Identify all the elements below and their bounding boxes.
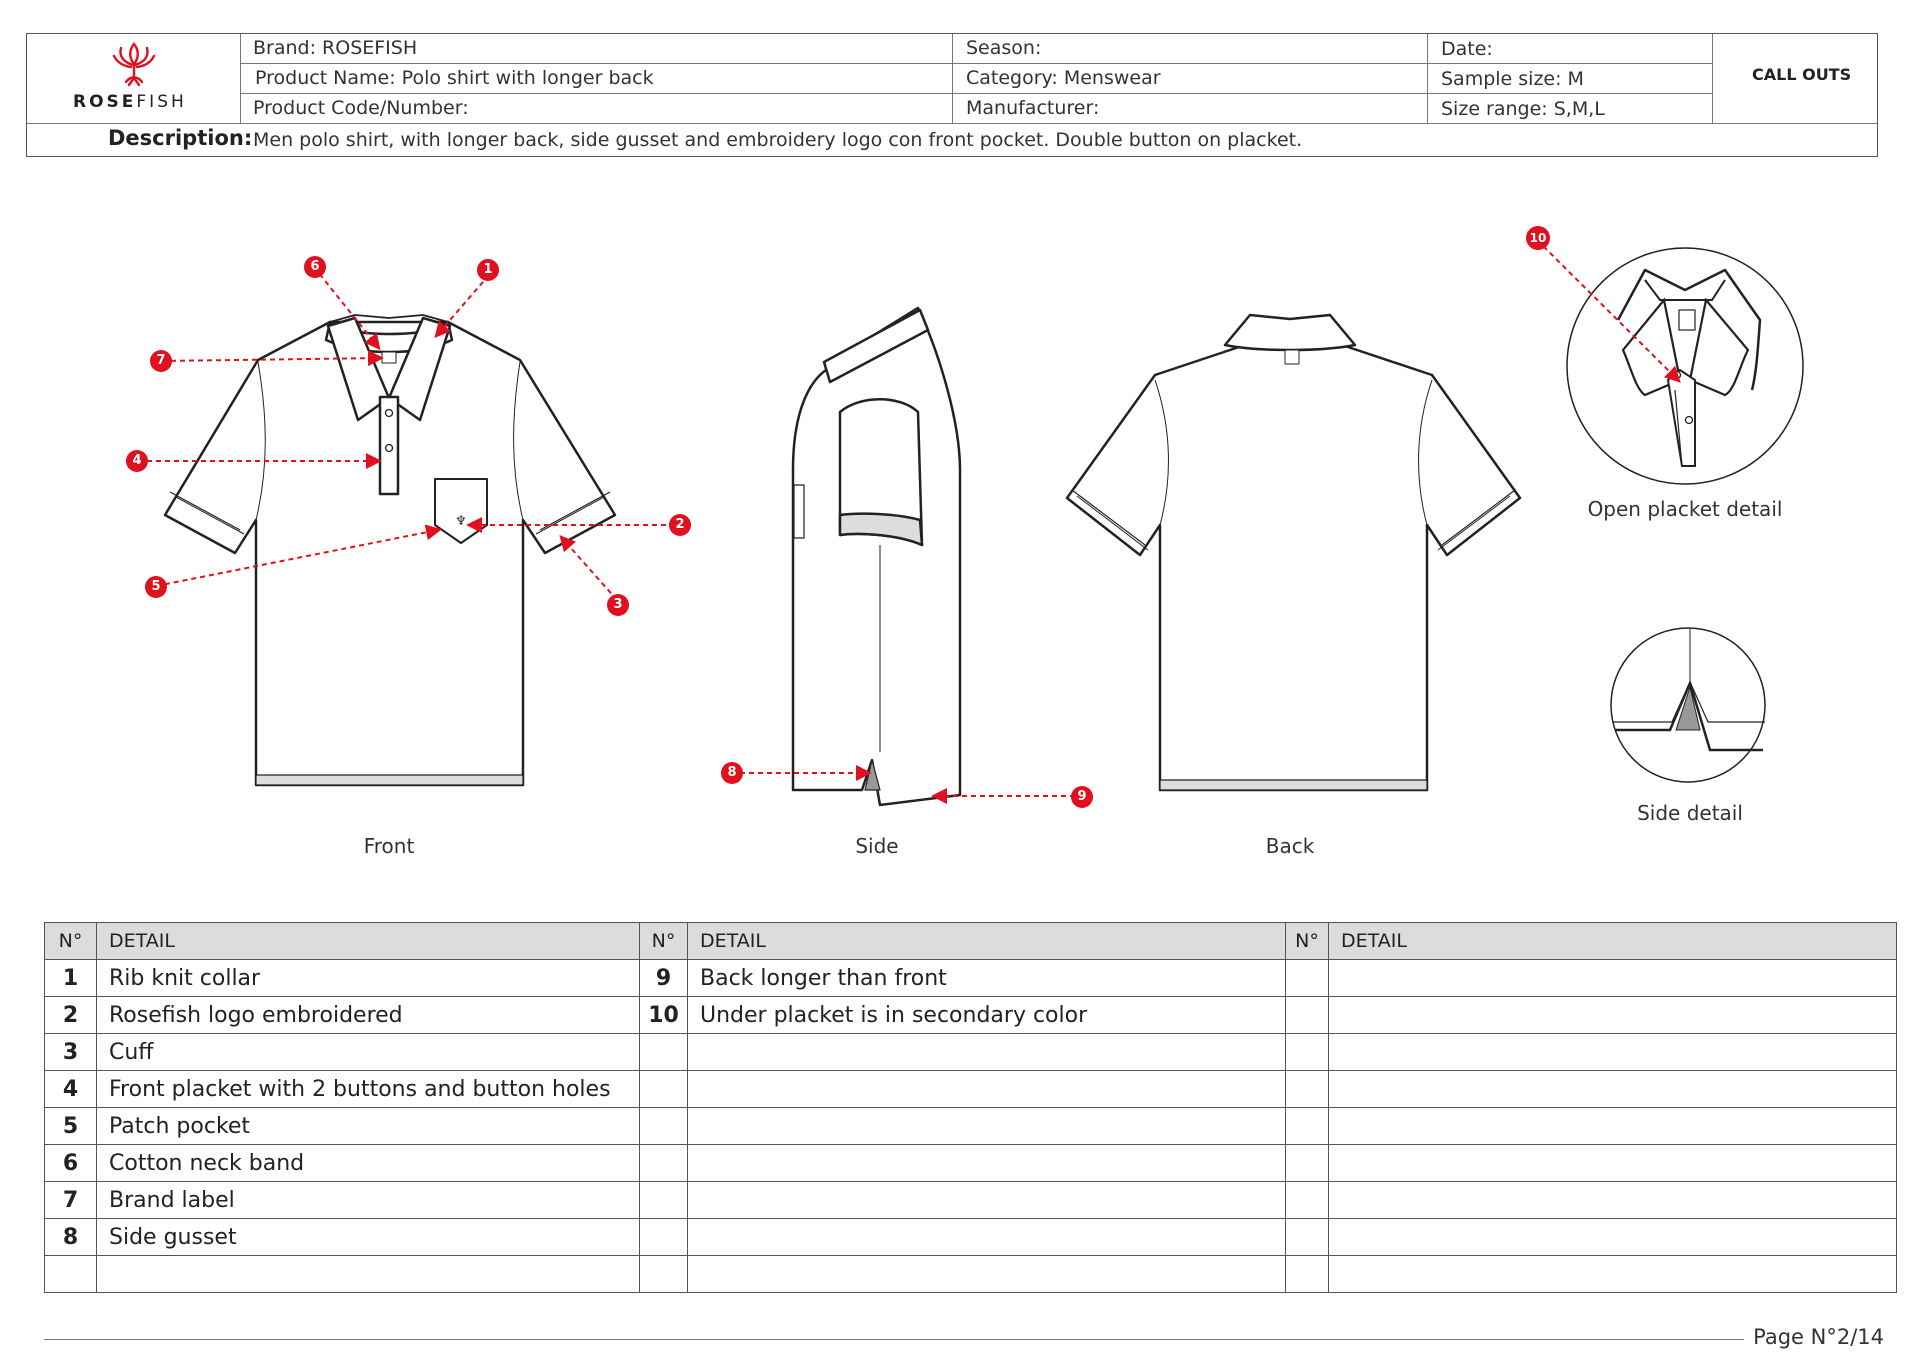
cell-number: 10 (640, 997, 688, 1034)
cell-detail (688, 1071, 1286, 1108)
cell-detail (1329, 1182, 1897, 1219)
date-field: Date: (1441, 38, 1493, 60)
marker-2: 2 (669, 514, 691, 536)
cell-detail (1329, 1256, 1897, 1293)
callouts-title: CALL OUTS (1752, 65, 1852, 84)
cell-detail: Patch pocket (97, 1108, 640, 1145)
cell-detail: Front placket with 2 buttons and button holes (97, 1071, 640, 1108)
back-view-drawing (1067, 315, 1520, 790)
front-caption: Front (363, 834, 415, 858)
cell-number (1286, 997, 1329, 1034)
page-number: Page N°2/14 (1753, 1325, 1884, 1349)
description-label: Description: (108, 126, 253, 150)
cell-detail (97, 1256, 640, 1293)
col-header-no: N° (45, 923, 97, 960)
cell-number (1286, 960, 1329, 997)
footer-divider (44, 1339, 1744, 1340)
marker-10: 10 (1526, 226, 1550, 250)
cell-number (640, 1182, 688, 1219)
cell-number (640, 1256, 688, 1293)
table-row (45, 1145, 1897, 1182)
table-row (45, 1108, 1897, 1145)
col-header-detail: DETAIL (1329, 923, 1897, 960)
table-row (45, 997, 1897, 1034)
table-row (45, 1219, 1897, 1256)
cell-detail (1329, 1219, 1897, 1256)
cell-detail (1329, 1145, 1897, 1182)
cell-number: 5 (45, 1108, 97, 1145)
side-view-drawing (793, 308, 960, 805)
side-caption: Side (855, 834, 899, 858)
marker-3: 3 (607, 594, 629, 616)
table-row (45, 1256, 1897, 1293)
cell-detail (688, 1034, 1286, 1071)
cell-detail (1329, 1034, 1897, 1071)
cell-number (640, 1145, 688, 1182)
table-row (45, 960, 1897, 997)
cell-detail: Side gusset (97, 1219, 640, 1256)
cell-detail: Cotton neck band (97, 1145, 640, 1182)
brand-field: Brand: ROSEFISH (253, 37, 418, 59)
cell-detail (688, 1182, 1286, 1219)
back-caption: Back (1265, 834, 1315, 858)
logo-wordmark: ROSEFISH (73, 92, 187, 112)
cell-detail: Rib knit collar (97, 960, 640, 997)
cell-number: 7 (45, 1182, 97, 1219)
cell-number (640, 1108, 688, 1145)
cell-number: 3 (45, 1034, 97, 1071)
cell-detail (688, 1145, 1286, 1182)
cell-detail (688, 1256, 1286, 1293)
cell-number: 4 (45, 1071, 97, 1108)
open-placket-detail-drawing (1567, 248, 1803, 484)
cell-number (1286, 1182, 1329, 1219)
cell-number (640, 1034, 688, 1071)
cell-detail: Under placket is in secondary color (688, 997, 1286, 1034)
cell-detail (1329, 960, 1897, 997)
svg-text:♆: ♆ (455, 514, 467, 529)
cell-number (640, 1071, 688, 1108)
col-header-no: N° (1286, 923, 1329, 960)
callouts-table (44, 922, 1897, 1293)
marker-1: 1 (477, 259, 499, 281)
table-row (45, 1034, 1897, 1071)
cell-number: 6 (45, 1145, 97, 1182)
cell-number: 8 (45, 1219, 97, 1256)
front-view-drawing (165, 315, 615, 785)
manufacturer-field: Manufacturer: (966, 97, 1100, 119)
size-range-field: Size range: S,M,L (1441, 98, 1605, 120)
cell-number (1286, 1071, 1329, 1108)
cell-number (1286, 1145, 1329, 1182)
cell-number: 9 (640, 960, 688, 997)
marker-6: 6 (304, 256, 326, 278)
table-header-row (45, 923, 1897, 960)
cell-number (45, 1256, 97, 1293)
cell-detail (1329, 997, 1897, 1034)
category-field: Category: Menswear (966, 67, 1161, 89)
side-detail-caption: Side detail (1637, 801, 1743, 825)
cell-detail (1329, 1108, 1897, 1145)
cell-detail (688, 1219, 1286, 1256)
open-placket-caption: Open placket detail (1587, 497, 1783, 521)
cell-detail: Cuff (97, 1034, 640, 1071)
cell-number (640, 1219, 688, 1256)
marker-4: 4 (126, 450, 148, 472)
cell-number (1286, 1034, 1329, 1071)
product-code-field: Product Code/Number: (253, 97, 469, 119)
cell-number (1286, 1219, 1329, 1256)
cell-detail: Brand label (97, 1182, 640, 1219)
product-name-field: Product Name: Polo shirt with longer back (255, 67, 654, 89)
marker-9: 9 (1071, 786, 1093, 808)
marker-8: 8 (721, 762, 743, 784)
description-text: Men polo shirt, with longer back, side gusset and embroidery logo con front pocket. Double button on placket. (253, 129, 1303, 151)
col-header-no: N° (640, 923, 688, 960)
cell-detail: Rosefish logo embroidered (97, 997, 640, 1034)
cell-number (1286, 1108, 1329, 1145)
table-row (45, 1071, 1897, 1108)
cell-number (1286, 1256, 1329, 1293)
marker-7: 7 (150, 350, 172, 372)
cell-detail: Back longer than front (688, 960, 1286, 997)
sample-size-field: Sample size: M (1441, 68, 1584, 90)
cell-detail (688, 1108, 1286, 1145)
col-header-detail: DETAIL (97, 923, 640, 960)
cell-number: 2 (45, 997, 97, 1034)
col-header-detail: DETAIL (688, 923, 1286, 960)
season-field: Season: (966, 37, 1042, 59)
marker-5: 5 (145, 576, 167, 598)
side-detail-drawing (1611, 628, 1765, 782)
cell-number: 1 (45, 960, 97, 997)
cell-detail (1329, 1071, 1897, 1108)
table-row (45, 1182, 1897, 1219)
